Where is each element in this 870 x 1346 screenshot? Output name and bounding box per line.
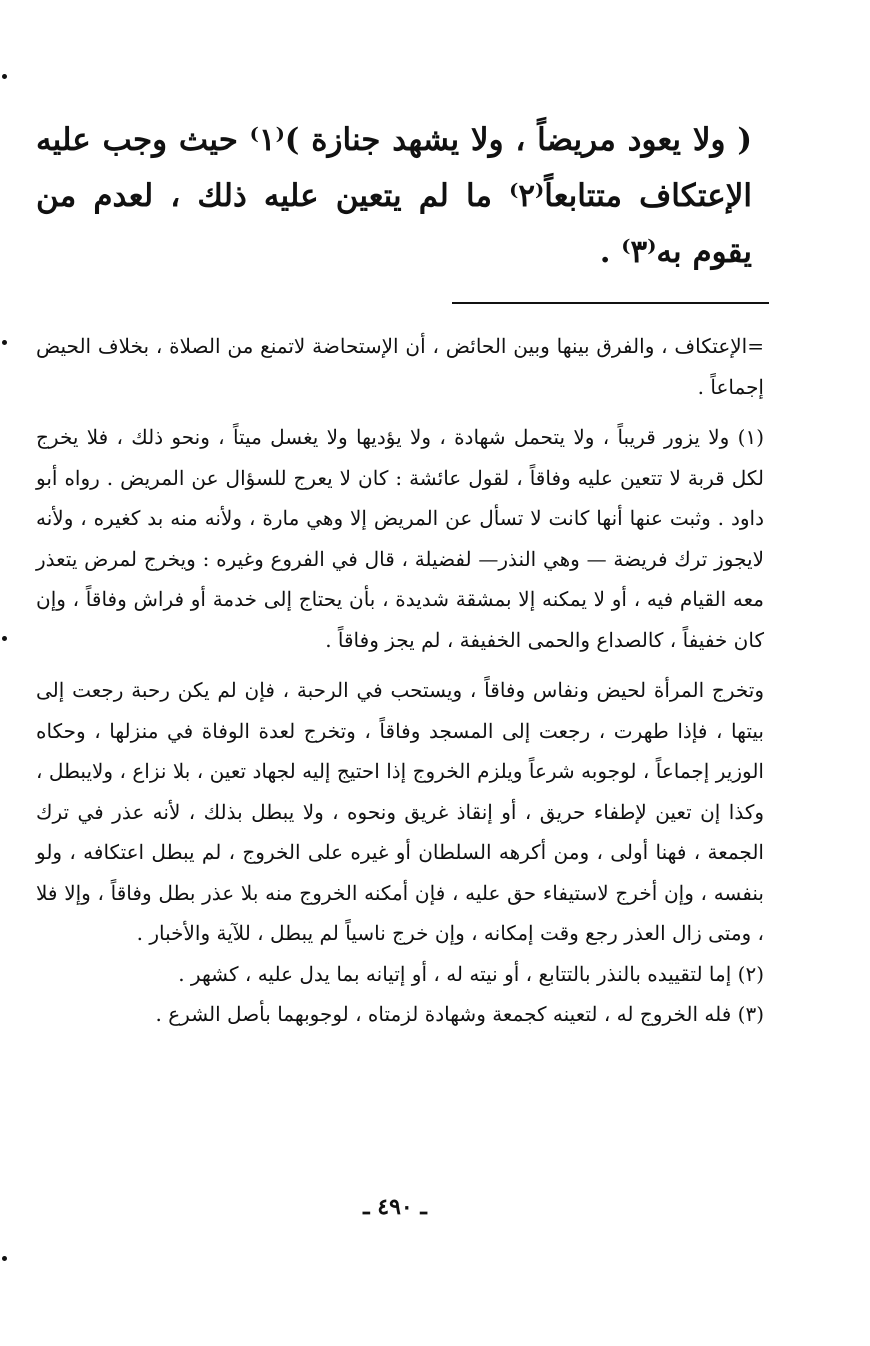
footnote-3: (٣) فله الخروج له ، لتعينه كجمعة وشهادة لزمتاه ، لوجوبهما بأصل الشرع . <box>155 1002 764 1026</box>
margin-dot <box>2 1256 7 1261</box>
footnote-separator <box>452 302 769 304</box>
main-paragraph: ( ولا يعود مريضاً ، ولا يشهد جنازة )⁽١⁾ حيث وجب عليه الإعتكاف متتابعاً⁽٢⁾ ما لم يتعين عليه ذلك ، لعدم من يقوم به⁽٣⁾ . <box>36 122 752 270</box>
page-number: ـ ٤٩٠ ـ <box>363 1194 427 1220</box>
footnote-2: (٢) إما لتقييده بالنذر بالتتابع ، أو نيته له ، أو إتيانه بما يدل عليه ، كشهر . <box>178 961 764 986</box>
main-text-block <box>36 112 752 280</box>
footnotes-block <box>36 326 764 1035</box>
margin-dot <box>2 636 7 641</box>
margin-dot <box>2 340 7 345</box>
footnote-1-paragraph-1: (١) ولا يزور قريباً ، ولا يتحمل شهادة ، ولا يؤديها ولا يغسل ميتاً ، ونحو ذلك ، فلا يخرج لكل قربة لا تتعين عليه وفاقاً ، لقول عائشة : كان لا يعرج للسؤال عن المريض . رواه أبو داود . وثبت عنها أنها كانت لا تسأل عن المريض إلا وهي مارة ، ولأنه منه بد كغيره ، ولأنه لايجوز ترك فريضة — وهي النذر— لفضيلة ، قال في الفروع وغيره : ويخرج لمرض يتعذر معه القيام فيه ، أو لا يمكنه إلا بمشقة شديدة ، بأن يحتاج إلى خدمة أو فراش وفاقاً ، وإن كان خفيفاً ، كالصداع والحمى الخفيفة ، لم يجز وفاقاً . <box>36 425 764 652</box>
margin-dot <box>2 74 7 79</box>
footnote-1-paragraph-2: وتخرج المرأة لحيض ونفاس وفاقاً ، ويستحب في الرحبة ، فإن لم يكن رحبة رجعت إلى بيتها ، فإذا طهرت ، رجعت إلى المسجد وفاقاً ، وتخرج لعدة الوفاة في منزلها ، وحكاه الوزير إجماعاً ، لوجوبه شرعاً ويلزم الخروج إذا احتيج إليه لجهاد تعين ، بلا نزاع ، ولايبطل ، وكذا إن تعين لإطفاء حريق ، أو إنقاذ غريق ونحوه ، ولا يبطل بذلك ، لأنه عذر في ترك الجمعة ، فهنا أولى ، ومن أكرهه السلطان أو غيره على الخروج ، لم يبطل اعتكافه ، ولو بنفسه ، وإن أخرج لاستيفاء حق عليه ، فإن أمكنه الخروج منه بلا عذر بطل وفاقاً ، وإلا فلا ، ومتى زال العذر رجع وقت إمكانه ، وإن خرج ناسياً لم يبطل ، للآية والأخبار . <box>36 678 764 945</box>
footnote-continuation: =الإعتكاف ، والفرق بينها وبين الحائض ، أن الإستحاضة لاتمنع من الصلاة ، بخلاف الحيض إجماعاً . <box>36 334 764 399</box>
